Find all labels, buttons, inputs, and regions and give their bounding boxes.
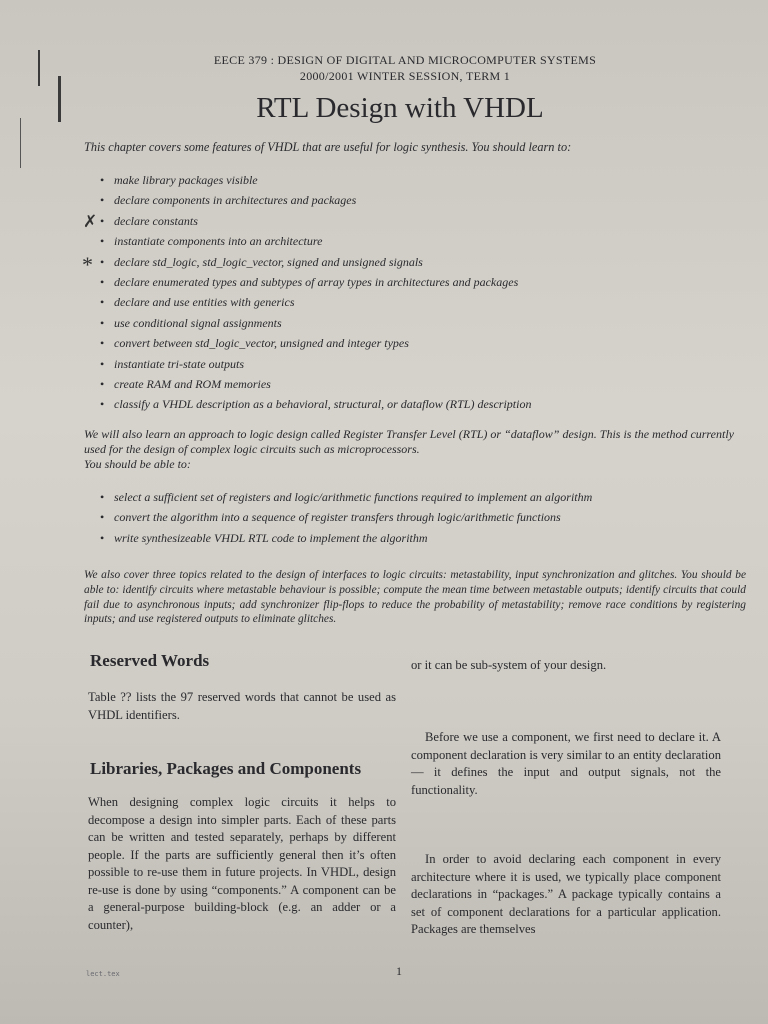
intro-text: This chapter covers some features of VHDL that are useful for logic synthesis. You should learn to: bbox=[84, 140, 572, 154]
objective-item: • classify a VHDL description as a behavioral, structural, or dataflow (RTL) description bbox=[100, 394, 531, 414]
rtl-lead-text: You should be able to: bbox=[84, 457, 191, 471]
x-mark-annotation: ✗ bbox=[83, 212, 98, 231]
interfaces-paragraph: We also cover three topics related to the design of interfaces to logic circuits: metastability, input synchronization and glitches. You should be able to: identify circuits where metastable behaviour is possible; compute the mean time between metastable outputs; identify circuits that could fail due to asynchronous inputs; add synchronizer flip-flops to reduce the probability of metastability; remove race conditions by registering inputs; and use registered outputs to eliminate glitches. bbox=[84, 569, 746, 626]
session-line: 2000/2001 WINTER SESSION, TERM 1 bbox=[299, 69, 511, 83]
source-file-label: lect.tex bbox=[86, 970, 120, 978]
objective-item: • make library packages visible bbox=[100, 170, 531, 190]
margin-bracket-line bbox=[20, 118, 21, 168]
objective-item: • create RAM and ROM memories bbox=[100, 374, 531, 394]
margin-tick-mark bbox=[38, 50, 40, 86]
component-declaration-paragraph: Before we use a component, we first need to declare it. A component declaration is very similar to an entity declaration — it defines the input and output signals, not the functionality. bbox=[411, 730, 721, 797]
objective-item: • declare and use entities with generics bbox=[100, 292, 531, 312]
libraries-text: When designing complex logic circuits it helps to decompose a design into simpler parts. Each of these parts can be written and tested separately, perhaps by different people. If the parts are sufficiently general then it’s often possible to re-use them in future projects. In VHDL, design re-use is done by using “components.” A component can be a general-purpose building-block (e.g. an adder or a counter), bbox=[88, 795, 396, 932]
chapter-title: RTL Design with VHDL bbox=[256, 92, 544, 124]
rtl-objective-item: • convert the algorithm into a sequence of register transfers through logic/arithmetic functions bbox=[100, 507, 592, 527]
rtl-objective-item: • write synthesizeable VHDL RTL code to implement the algorithm bbox=[100, 528, 592, 548]
rtl-objective-item: • select a sufficient set of registers and logic/arithmetic functions required to implement an algorithm bbox=[100, 487, 592, 507]
rtl-objectives-list bbox=[100, 487, 592, 548]
objective-item: • declare enumerated types and subtypes of array types in architectures and packages bbox=[100, 272, 531, 292]
star-mark-annotation: * bbox=[82, 252, 93, 277]
margin-bracket-mark bbox=[58, 76, 61, 122]
objective-item: • instantiate tri-state outputs bbox=[100, 354, 531, 374]
objective-item: • convert between std_logic_vector, unsigned and integer types bbox=[100, 333, 531, 353]
reserved-words-heading: Reserved Words bbox=[90, 651, 210, 670]
course-line: EECE 379 : DESIGN OF DIGITAL AND MICROCOMPUTER SYSTEMS bbox=[213, 53, 597, 67]
objective-item: • declare constants bbox=[100, 211, 531, 231]
objectives-list bbox=[100, 170, 531, 415]
libraries-heading: Libraries, Packages and Components bbox=[90, 759, 362, 778]
right-column-continuation: or it can be sub-system of your design. bbox=[411, 658, 607, 672]
rtl-paragraph-text: We will also learn an approach to logic design called Register Transfer Level (RTL) or “dataflow” design. This is the method currently used for the design of complex logic circuits such as microprocessors. bbox=[84, 427, 734, 456]
objective-item: • use conditional signal assignments bbox=[100, 313, 531, 333]
course-header bbox=[210, 52, 600, 84]
objective-item: • declare components in architectures and packages bbox=[100, 190, 531, 210]
objective-item: • declare std_logic, std_logic_vector, signed and unsigned signals bbox=[100, 252, 531, 272]
objective-item: • instantiate components into an architecture bbox=[100, 231, 531, 251]
reserved-words-text: Table ?? lists the 97 reserved words that cannot be used as VHDL identifiers. bbox=[88, 690, 396, 722]
rtl-paragraph bbox=[84, 427, 746, 472]
page-number: 1 bbox=[396, 964, 402, 978]
packages-paragraph: In order to avoid declaring each component in every architecture where it is used, we typically place component declarations in “packages.” A package typically contains a set of component declarations for a particular application. Packages are themselves bbox=[411, 852, 721, 936]
